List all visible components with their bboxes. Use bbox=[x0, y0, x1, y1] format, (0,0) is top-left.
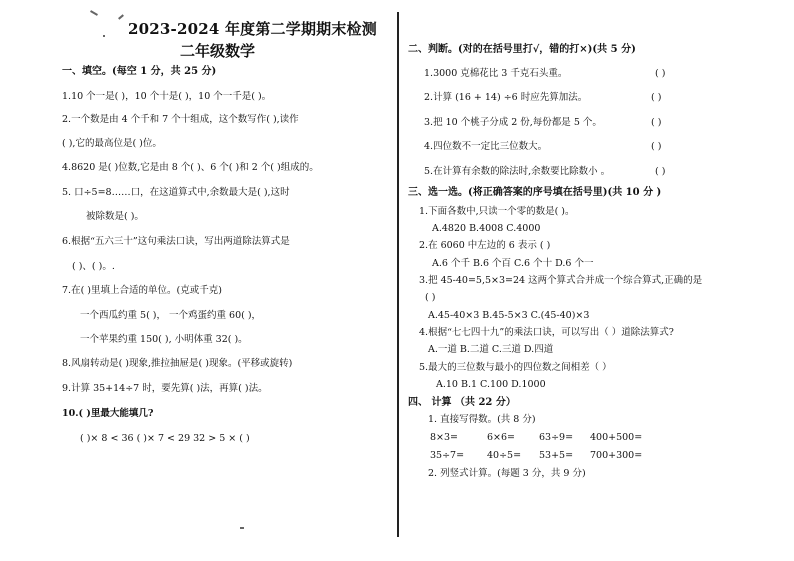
section-4-part-2: 2. 列竖式计算。(每题 3 分，共 9 分) bbox=[428, 468, 586, 479]
question-6-line-2: ( )、( )。. bbox=[72, 261, 115, 272]
judge-1-answer: ( ) bbox=[655, 68, 666, 79]
calc-item: 35÷7= bbox=[430, 450, 465, 461]
section-2-heading: 二、判断。(对的在括号里打√，错的打×)(共 5 分) bbox=[408, 44, 636, 55]
question-1: 1.10 个一是( )，10 个十是( )，10 个一千是( )。 bbox=[62, 91, 272, 102]
scan-speck bbox=[90, 10, 98, 16]
choice-3-answer: ( ) bbox=[425, 292, 436, 303]
question-8: 8.风扇转动是( )现象,推拉抽屉是( )现象。(平移或旋转) bbox=[62, 358, 293, 369]
judge-2-answer: ( ) bbox=[651, 92, 662, 103]
question-10-items: ( )× 8 < 36 ( )× 7 < 29 32 > 5 × ( ) bbox=[80, 433, 250, 444]
choice-4-options: A.一道 B.二道 C.三道 D.四道 bbox=[428, 344, 554, 355]
question-5-line-2: 被除数是( )。 bbox=[86, 211, 144, 222]
choice-2-options: A.6 个千 B.6 个百 C.6 个十 D.6 个一 bbox=[432, 258, 594, 269]
choice-1: 1.下面各数中,只读一个零的数是( )。 bbox=[419, 206, 575, 217]
scan-speck bbox=[103, 35, 105, 37]
question-5-line-1: 5. 口÷5=8……口，在这道算式中,余数最大是( ),这时 bbox=[62, 187, 290, 198]
choice-1-options: A.4820 B.4008 C.4000 bbox=[432, 223, 541, 234]
column-divider bbox=[397, 12, 399, 537]
judge-2: 2.计算 (16 + 14) ÷6 时应先算加法。 bbox=[424, 92, 588, 103]
calc-item: 8×3= bbox=[430, 432, 459, 443]
section-4-heading: 四、 计算 （共 22 分） bbox=[408, 397, 516, 408]
question-9: 9.计算 35+14÷7 时，要先算( )法，再算( )法。 bbox=[62, 383, 268, 394]
question-2-line-1: 2.一个数是由 4 个千和 7 个十组成，这个数写作( ),读作 bbox=[62, 114, 299, 125]
calc-item: 400+500= bbox=[590, 432, 643, 443]
exam-subtitle: 二年级数学 bbox=[180, 42, 256, 60]
choice-4: 4.根据“七七四十九”的乘法口诀，可以写出（ ）道除法算式? bbox=[419, 327, 674, 338]
question-6-line-1: 6.根据“五六三十”这句乘法口诀，写出两道除法算式是 bbox=[62, 236, 290, 247]
scan-speck bbox=[240, 527, 244, 529]
choice-5: 5.最大的三位数与最小的四位数之间相差（ ） bbox=[419, 362, 612, 373]
question-7: 7.在( )里填上合适的单位。(克或千克) bbox=[62, 285, 222, 296]
judge-4: 4.四位数不一定比三位数大。 bbox=[424, 141, 548, 152]
calc-item: 63÷9= bbox=[539, 432, 574, 443]
question-10: 10.( )里最大能填几? bbox=[62, 408, 154, 419]
choice-3: 3.把 45-40=5,5×3=24 这两个算式合并成一个综合算式,正确的是 bbox=[419, 275, 703, 286]
judge-3-answer: ( ) bbox=[651, 117, 662, 128]
section-4-part-1: 1. 直接写得数。(共 8 分) bbox=[428, 414, 536, 425]
judge-1: 1.3000 克棉花比 3 千克石头重。 bbox=[424, 68, 568, 79]
calc-item: 6×6= bbox=[487, 432, 516, 443]
judge-3: 3.把 10 个桃子分成 2 份,每份都是 5 个。 bbox=[424, 117, 602, 128]
choice-3-options: A.45-40×3 B.45-5×3 C.(45-40)×3 bbox=[428, 310, 590, 321]
judge-4-answer: ( ) bbox=[651, 141, 662, 152]
calc-item: 40÷5= bbox=[487, 450, 522, 461]
question-7-line-1: 一个西瓜约重 5( )， 一个鸡蛋约重 60( )， bbox=[80, 310, 262, 321]
calc-item: 53+5= bbox=[539, 450, 574, 461]
scan-speck bbox=[118, 14, 124, 19]
section-1-heading: 一、填空。(每空 1 分，共 25 分) bbox=[62, 66, 217, 77]
judge-5: 5.在计算有余数的除法时,余数要比除数小 。 bbox=[424, 166, 611, 177]
question-4: 4.8620 是( )位数,它是由 8 个( )、6 个( )和 2 个( )组成的。 bbox=[62, 162, 319, 173]
question-7-line-2: 一个苹果约重 150( ), 小明体重 32( )。 bbox=[80, 334, 248, 345]
judge-5-answer: ( ) bbox=[655, 166, 666, 177]
exam-title: 2023-2024 年度第二学期期末检测 bbox=[128, 20, 377, 38]
choice-2: 2.在 6060 中左边的 6 表示 ( ) bbox=[419, 240, 551, 251]
calc-item: 700+300= bbox=[590, 450, 643, 461]
question-2-line-2: ( ),它的最高位是( )位。 bbox=[62, 138, 162, 149]
choice-5-options: A.10 B.1 C.100 D.1000 bbox=[436, 379, 546, 390]
section-3-heading: 三、选一选。(将正确答案的序号填在括号里)(共 10 分 ) bbox=[408, 187, 662, 198]
